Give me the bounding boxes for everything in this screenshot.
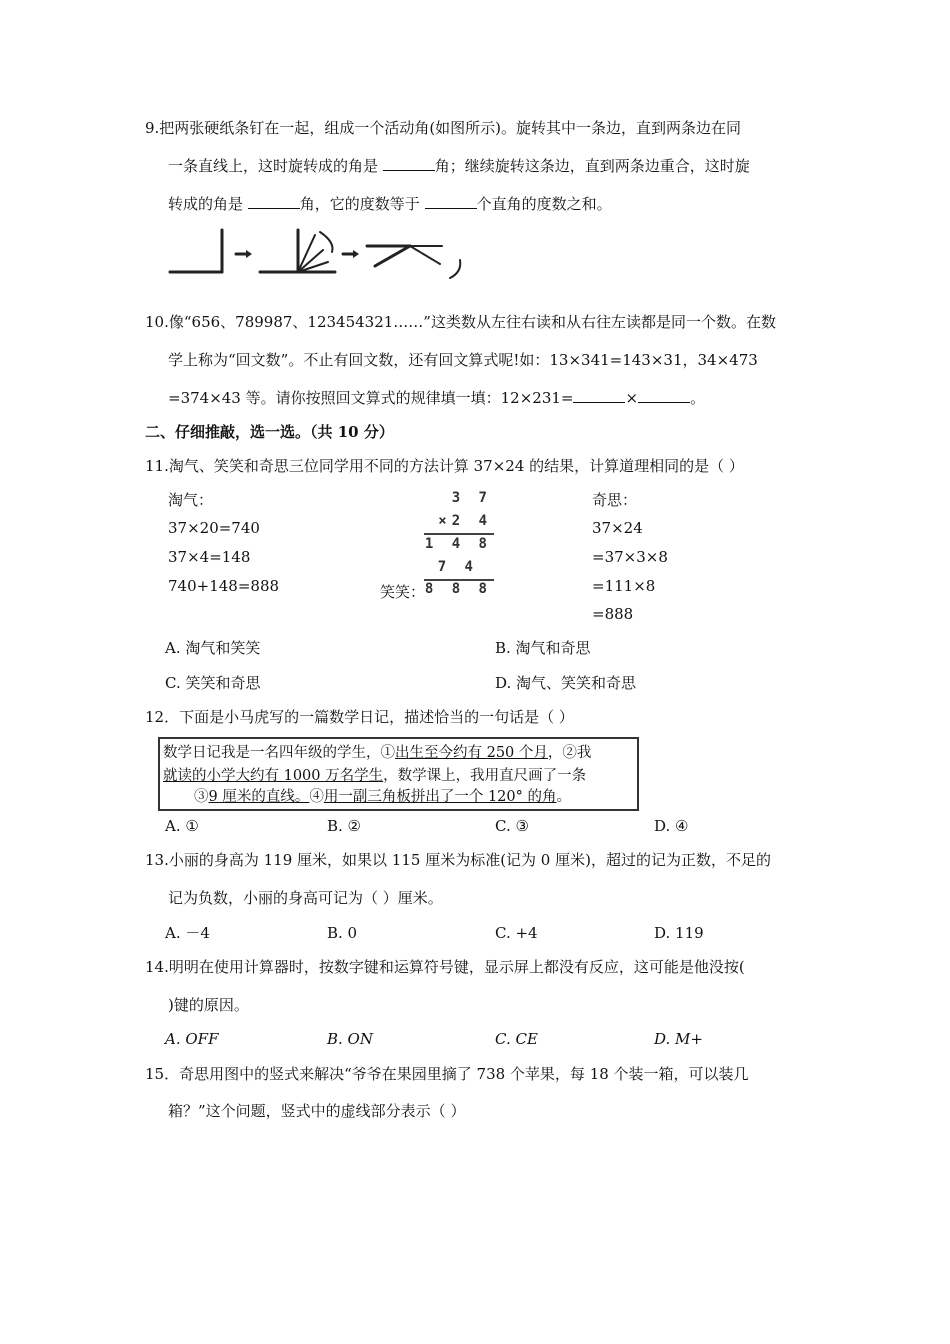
answer-blank[interactable] [638,388,690,403]
q9-text: 角；继续旋转这条边，直到两条边重合，这时旋 [434,157,750,175]
diary-text: 。 [556,789,571,805]
calc-line [424,533,494,535]
answer-blank[interactable] [248,194,300,209]
q10-text: =374×43 等。请你按照回文算式的规律填一填：12×231= [168,389,574,407]
q13-line2: 记为负数，小丽的身高可记为（ ）厘米。 [168,889,443,907]
q15-line2: 箱？”这个问题，竖式中的虚线部分表示（ ） [168,1102,466,1120]
diary-text: 数学日记我是一名四年级的学生，① [163,745,395,761]
diary-line1 [163,743,591,763]
diary-text: ，②我 [547,745,592,761]
diary-line2 [163,766,586,786]
q9-line3 [168,194,612,214]
q9-text: 转成的角是 [168,195,248,213]
taoqi-step: 37×20=740 [168,519,260,537]
diary-text: ，数学课上，我用直尺画了一条 [383,768,587,784]
option-c[interactable]: C. +4 [495,924,538,942]
q9-text: 角，它的度数等于 [299,195,425,213]
calc-row: 8 8 8 [424,581,492,597]
taoqi-label: 淘气： [168,491,214,509]
qisi-label: 奇思： [592,491,638,509]
option-d[interactable]: D. 淘气、笑笑和奇思 [495,674,637,692]
q10-line1: 10.像“656、789987、123454321……”这类数从左往右读和从右往左读都是同一个数。在数 [145,313,776,331]
q9-text: 一条直线上，这时旋转成的角是 [168,157,383,175]
vertical-multiplication [420,488,498,598]
qisi-step: =888 [592,605,634,623]
q14-line1: 14.明明在使用计算器时，按数字键和运算符号键，显示屏上都没有反应，这可能是他没按( [145,958,745,976]
section-heading: 二、仔细推敲，选一选。（共 10 分） [145,423,394,441]
calc-row: 1 4 8 [424,536,492,552]
q15-line1: 15．奇思用图中的竖式来解决“爷爷在果园里摘了 738 个苹果，每 18 个装一箱，可以装几 [145,1065,749,1083]
answer-blank[interactable] [573,388,625,403]
rotating-angle-figure [160,222,540,286]
option-c[interactable]: C. ③ [495,817,529,835]
option-a[interactable]: A. ① [165,817,199,835]
qisi-step: 37×24 [592,519,643,537]
option-a[interactable]: A. 淘气和笑笑 [165,639,261,657]
q13-line1: 13.小丽的身高为 119 厘米，如果以 115 厘米为标准(记为 0 厘米)，超过的记为正数，不足的 [145,851,771,869]
option-b[interactable]: B. ② [327,817,362,835]
option-a[interactable]: A. OFF [165,1030,219,1048]
q9-text: 个直角的度数之和。 [476,195,612,213]
q9-line2 [168,156,750,176]
calc-row: 3 7 [451,490,492,506]
answer-blank[interactable] [425,194,477,209]
calc-row: ×2 4 [438,513,492,529]
qisi-step: =37×3×8 [592,548,668,566]
taoqi-step: 37×4=148 [168,548,251,566]
qisi-step: =111×8 [592,577,656,595]
q10-text: 。 [690,389,706,407]
diary-sentence-4: 用一副三角板拼出了一个 120° 的角 [323,789,557,805]
diary-text: ③ [194,789,209,805]
q9-line1: 9.把两张硬纸条钉在一起，组成一个活动角(如图所示)。旋转其中一条边，直到两条边在同 [145,119,742,137]
taoqi-step: 740+148=888 [168,577,280,595]
diary-line3 [194,787,571,807]
math-diary-box [158,737,639,811]
diary-sentence-3: 9 厘米的直线。 [208,789,310,805]
option-d[interactable]: D. 119 [654,924,704,942]
option-b[interactable]: B. 0 [327,924,358,942]
diary-sentence-2: 就读的小学大约有 1000 万名学生 [163,768,384,784]
option-d[interactable]: D. ④ [654,817,689,835]
q10-line2: 学上称为“回文数”。不止有回文数，还有回文算式呢!如：13×341=143×31，34×473 [168,351,758,369]
diary-text: ④ [309,789,324,805]
option-b[interactable]: B. ON [327,1030,373,1048]
option-c[interactable]: C. 笑笑和奇思 [165,674,261,692]
option-d[interactable]: D. M+ [654,1030,703,1048]
option-b[interactable]: B. 淘气和奇思 [495,639,591,657]
calc-row: 7 4 [437,559,478,575]
q12-stem: 12．下面是小马虎写的一篇数学日记，描述恰当的一句话是（ ） [145,708,574,726]
xiaoxiao-label: 笑笑： [380,583,426,601]
option-c[interactable]: C. CE [495,1030,538,1048]
diary-sentence-1: 出生至今约有 250 个月 [395,745,548,761]
q10-text: × [625,389,639,407]
q10-line3 [168,388,705,408]
q14-line2: )键的原因。 [168,996,249,1014]
answer-blank[interactable] [383,156,435,171]
option-a[interactable]: A. －4 [165,924,210,942]
q11-stem: 11.淘气、笑笑和奇思三位同学用不同的方法计算 37×24 的结果，计算道理相同的是（ ） [145,457,744,475]
